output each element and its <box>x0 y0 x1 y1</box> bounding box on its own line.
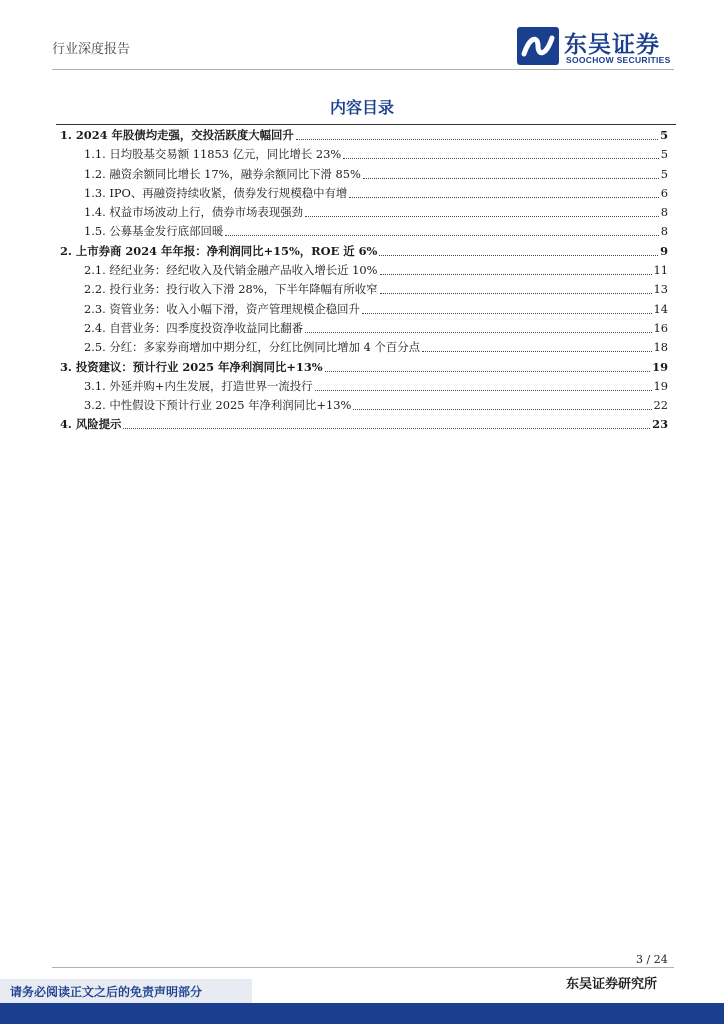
toc-entry-page: 11 <box>653 263 668 278</box>
toc-entry-text: 1.1. 日均股基交易额 11853 亿元，同比增长 23% <box>84 147 342 162</box>
toc-entry[interactable] <box>56 280 668 299</box>
toc-leader-dots <box>380 261 652 275</box>
toc-leader-dots <box>315 377 652 391</box>
toc-entry-page: 19 <box>653 378 668 393</box>
toc-entry[interactable] <box>56 396 668 415</box>
toc-entry[interactable] <box>56 338 668 357</box>
logo-name-cn: 东吴证券 <box>564 32 660 58</box>
toc-entry[interactable] <box>56 415 668 434</box>
toc-entry-page: 8 <box>660 224 668 239</box>
toc-entry-page: 5 <box>660 166 668 181</box>
toc-entry[interactable] <box>56 126 668 145</box>
toc-entry-page: 22 <box>653 398 668 413</box>
toc-leader-dots <box>305 203 659 217</box>
toc-entry[interactable] <box>56 165 668 184</box>
toc-leader-dots <box>362 300 652 314</box>
header-divider <box>52 69 674 70</box>
toc-entry-text: 3.2. 中性假设下预计行业 2025 年净利润同比+13% <box>84 398 352 413</box>
toc-entry-text: 2.1. 经纪业务：经纪收入及代销金融产品收入增长近 10% <box>84 263 378 278</box>
toc-entry-text: 1.2. 融资余额同比增长 17%，融券余额同比下滑 85% <box>84 166 361 181</box>
toc-entry-page: 8 <box>660 205 668 220</box>
toc-entry[interactable] <box>56 203 668 222</box>
toc-entry-text: 2.2. 投行业务：投行收入下滑 28%，下半年降幅有所收窄 <box>84 282 378 297</box>
soochow-logo-icon <box>516 26 560 66</box>
toc-leader-dots <box>363 165 659 179</box>
toc-leader-dots <box>123 415 650 429</box>
toc-entry-text: 2.4. 自营业务：四季度投资净收益同比翻番 <box>84 320 303 335</box>
toc-entry-page: 13 <box>653 282 668 297</box>
toc-leader-dots <box>349 184 658 198</box>
toc-leader-dots <box>296 126 658 140</box>
toc-leader-dots <box>422 338 651 352</box>
toc-entry-page: 19 <box>652 359 668 374</box>
toc-entry-text: 1. 2024 年股债均走强，交投活跃度大幅回升 <box>60 128 294 142</box>
toc-entry-page: 6 <box>660 185 668 200</box>
toc-entry-text: 2. 上市券商 2024 年年报：净利润同比+15%，ROE 近 6% <box>60 243 378 258</box>
toc-leader-dots <box>325 358 651 372</box>
toc-entry[interactable] <box>56 222 668 241</box>
logo-name-en: SOOCHOW SECURITIES <box>566 55 671 65</box>
footer-company-name: 东吴证券研究所 <box>566 977 658 992</box>
toc-entry-text: 3.1. 外延并购+内生发展，打造世界一流投行 <box>84 378 313 393</box>
toc-entry-page: 9 <box>660 243 668 258</box>
toc-entry[interactable] <box>56 377 668 396</box>
toc-entry-text: 4. 风险提示 <box>60 417 122 432</box>
toc-entry-page: 18 <box>653 340 668 355</box>
toc-entry-text: 2.5. 分红：多家券商增加中期分红，分红比例同比增加 4 个百分点 <box>84 340 421 355</box>
page-number: 3 / 24 <box>636 953 668 966</box>
company-logo <box>516 26 676 66</box>
toc-entry[interactable] <box>56 319 668 338</box>
toc-entry-page: 5 <box>660 128 668 142</box>
toc-entry[interactable] <box>56 261 668 280</box>
toc-title: 内容目录 <box>329 98 394 117</box>
toc-leader-dots <box>379 242 658 256</box>
toc-leader-dots <box>380 280 652 294</box>
toc-entry-text: 1.5. 公募基金发行底部回暖 <box>84 224 224 239</box>
toc-entry-page: 23 <box>652 417 668 432</box>
toc-entry[interactable] <box>56 300 668 319</box>
toc-entry[interactable] <box>56 242 668 261</box>
toc-entry-page: 14 <box>653 301 668 316</box>
toc-entry-text: 1.4. 权益市场波动上行，债券市场表现强劲 <box>84 205 303 220</box>
toc-leader-dots <box>343 145 659 159</box>
toc-leader-dots <box>353 396 651 410</box>
toc-entry-text: 1.3. IPO、再融资持续收紧，债券发行规模稳中有增 <box>84 185 348 200</box>
report-type-label: 行业深度报告 <box>52 42 131 57</box>
toc-entry-page: 16 <box>653 320 668 335</box>
toc-entry-text: 3. 投资建议：预计行业 2025 年净利润同比+13% <box>60 359 323 374</box>
toc-entry[interactable] <box>56 145 668 164</box>
footer-divider <box>52 967 674 968</box>
footer-band <box>0 1003 724 1024</box>
toc-entry[interactable] <box>56 184 668 203</box>
toc-leader-dots <box>305 319 652 333</box>
table-of-contents <box>56 126 668 435</box>
toc-entry-text: 2.3. 资管业务：收入小幅下滑，资产管理规模企稳回升 <box>84 301 360 316</box>
toc-title-divider <box>56 124 676 125</box>
toc-leader-dots <box>225 222 658 236</box>
toc-entry[interactable] <box>56 358 668 377</box>
disclaimer-text: 请务必阅读正文之后的免责声明部分 <box>10 985 203 999</box>
toc-entry-page: 5 <box>660 147 668 162</box>
